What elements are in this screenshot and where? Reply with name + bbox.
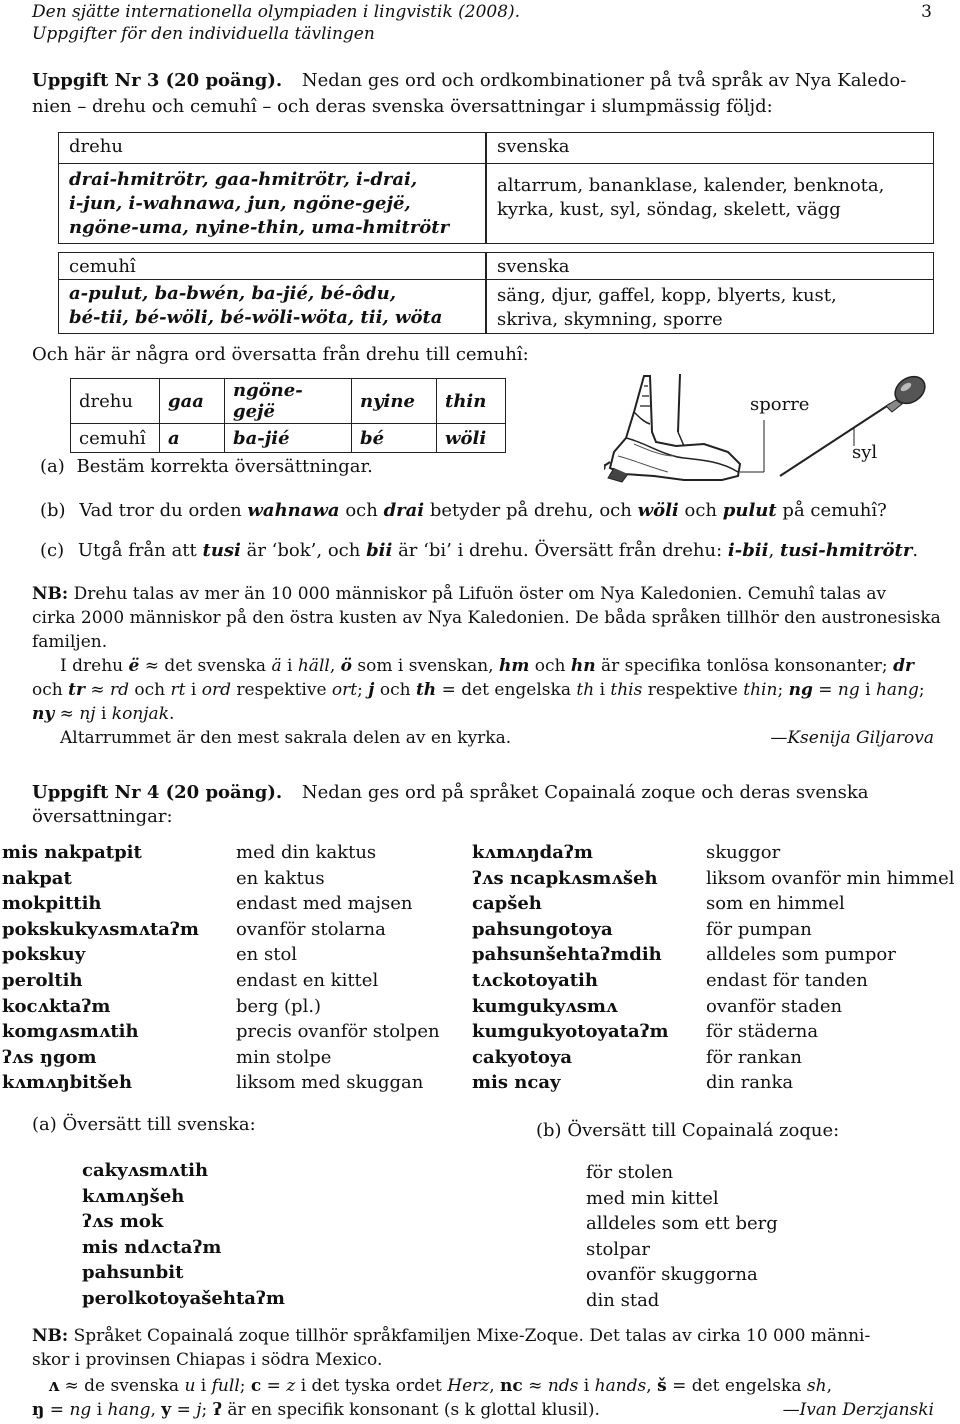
task4-right-words xyxy=(472,840,669,1096)
task3-intro-line-1: Uppgift Nr 3 (20 poäng). Nedan ges ord och ordkombinationer på två språk av Nya Kaledo- xyxy=(32,70,907,91)
svenska-box-line: altarrum, bananklase, kalender, benknota, xyxy=(497,175,885,196)
drehu-box-line: drai-hmitrötr, gaa-hmitrötr, i-drai, xyxy=(69,169,418,190)
task4-question-b: (b) Översätt till Copainalá zoque: xyxy=(536,1120,840,1141)
task4-left-translations xyxy=(236,840,440,1096)
label-syl: syl xyxy=(852,442,878,463)
swedish-translation: ovanför staden xyxy=(706,995,843,1017)
table-cell: gaa xyxy=(160,379,225,424)
swedish-translation: en stol xyxy=(236,944,298,966)
task4-author: —Ivan Derzjanski xyxy=(782,1400,934,1420)
swedish-translation: liksom ovanför min himmel xyxy=(706,867,955,889)
table-cell: thin xyxy=(437,379,506,424)
exercise-item: med min kittel xyxy=(586,1187,719,1209)
zoque-word: pahsunšehtaʔmdih xyxy=(472,944,662,966)
task4-intro-line-2: översattningar: xyxy=(32,806,173,827)
drehu-box-head: drehu xyxy=(69,136,123,157)
zoque-word: pokskukyʌsmʌtaʔm xyxy=(2,918,199,940)
cemuhi-box-line: bé-tii, bé-wöli, bé-wöli-wöta, tii, wöta xyxy=(69,307,443,328)
exercise-item: stolpar xyxy=(586,1238,650,1260)
translation-table xyxy=(70,378,506,453)
task3-phon-line-2: och tr ≈ rd och rt i ord respektive ort; j och th = det engelska th i this respektive thin; ng = ng i hang; xyxy=(32,680,925,700)
drehu-word-box xyxy=(58,132,486,244)
svenska-box-line: säng, djur, gaffel, kopp, blyerts, kust, xyxy=(497,285,837,306)
swedish-translation: skuggor xyxy=(706,842,781,863)
translated-intro: Och här är några ord översatta från drehu till cemuhî: xyxy=(32,344,529,365)
task4-nb-line-1: NB: Språket Copainalá zoque tillhör språkfamiljen Mixe-Zoque. Det talas av cirka 10 000 männi- xyxy=(32,1326,871,1346)
zoque-word: kʌmʌŋdaʔm xyxy=(472,842,593,863)
task3-final-note: Altarrummet är den mest sakrala delen av en kyrka. xyxy=(60,728,512,748)
svenska-box-head: svenska xyxy=(497,136,570,157)
task4-question-a: (a) Översätt till svenska: xyxy=(32,1114,256,1135)
table-row xyxy=(71,424,506,453)
drehu-box-line: ngöne-uma, nyine-thin, uma-hmitrötr xyxy=(69,217,450,238)
cemuhi-box-head: cemuhî xyxy=(69,256,136,277)
exercise-item: kʌmʌŋšeh xyxy=(82,1185,185,1207)
swedish-translation: ovanför stolarna xyxy=(236,918,386,940)
task4-title: Uppgift Nr 4 (20 poäng). xyxy=(32,782,283,803)
task3-nb-line-2: cirka 2000 människor på den östra kusten av Nya Kaledonien. De båda språken tillhör den austronesiska xyxy=(32,608,941,628)
task3-question-b: (b) Vad tror du orden wahnawa och drai betyder på drehu, och wöli och pulut på cemuhî? xyxy=(40,500,887,521)
task3-phon-line-1: I drehu ë ≈ det svenska ä i häll, ö som i svenskan, hm och hn är specifika tonlösa konsonanter; dr xyxy=(60,656,914,676)
svenska-box-line: skriva, skymning, sporre xyxy=(497,309,723,330)
swedish-translation: endast en kittel xyxy=(236,969,379,991)
table-cell: cemuhî xyxy=(71,424,160,453)
zoque-word: mis nakpatpit xyxy=(2,842,142,863)
task4-nb-line-2: skor i provinsen Chiapas i södra Mexico. xyxy=(32,1350,383,1370)
zoque-word: ʔʌs ncapkʌsmʌšeh xyxy=(472,867,658,889)
task3-question-a: (a) Bestäm korrekta översättningar. xyxy=(40,456,373,477)
task4-question-b-items xyxy=(586,1160,778,1314)
task4-phon-line-2: ŋ = ng i hang, y = j; ʔ är en specifik konsonant (s k glottal klusil). xyxy=(32,1400,600,1420)
swedish-translation: din ranka xyxy=(706,1072,794,1094)
cemuhi-word-box xyxy=(58,252,486,334)
page-number: 3 xyxy=(921,2,932,22)
zoque-word: ʔʌs ŋgom xyxy=(2,1046,97,1068)
label-sporre: sporre xyxy=(750,394,810,415)
table-cell: nyine xyxy=(352,379,437,424)
svenska-box-line: kyrka, kust, syl, söndag, skelett, vägg xyxy=(497,199,841,220)
task3-intro-line-2: nien – drehu och cemuhî – och deras svenska översattningar i slumpmässig följd: xyxy=(32,96,773,117)
zoque-word: tʌckotoyatih xyxy=(472,969,598,991)
table-cell: wöli xyxy=(437,424,506,453)
task3-phon-line-3: ny ≈ nj i konjak. xyxy=(32,704,175,724)
zoque-word: kumgukyʌsmʌ xyxy=(472,995,618,1017)
task3-nb-line-3: familjen. xyxy=(32,632,108,652)
zoque-word: komgʌsmʌtih xyxy=(2,1021,139,1043)
swedish-translation: med din kaktus xyxy=(236,842,377,863)
table-cell: a xyxy=(160,424,225,453)
swedish-translation: precis ovanför stolpen xyxy=(236,1021,440,1043)
zoque-word: mokpittih xyxy=(2,893,102,915)
zoque-word: peroltih xyxy=(2,969,83,991)
task4-phon-line-1: ʌ ≈ de svenska u i full; c = z i det tyska ordet Herz, nc ≈ nds i hands, š = det engelska sh, xyxy=(48,1376,832,1396)
swedish-translation: alldeles som pumpor xyxy=(706,944,896,966)
svenska-box-1 xyxy=(486,132,934,244)
boot-spur-awl-illustration xyxy=(604,372,944,502)
swedish-translation: för pumpan xyxy=(706,918,812,940)
task3-title: Uppgift Nr 3 (20 poäng). xyxy=(32,70,283,91)
exercise-item: pahsunbit xyxy=(82,1262,184,1284)
task4-right-translations xyxy=(706,840,954,1096)
svenska-box-2 xyxy=(486,252,934,334)
header-line-1: Den sjätte internationella olympiaden i lingvistik (2008). xyxy=(32,2,521,22)
swedish-translation: liksom med skuggan xyxy=(236,1072,424,1094)
table-cell: drehu xyxy=(71,379,160,424)
exercise-item: perolkotoyašehtaʔm xyxy=(82,1287,285,1309)
drehu-box-line: i-jun, i-wahnawa, jun, ngöne-gejë, xyxy=(69,193,411,214)
exercise-item: mis ndʌctaʔm xyxy=(82,1236,222,1258)
zoque-word: capšeh xyxy=(472,893,542,915)
zoque-word: kʌmʌŋbitšeh xyxy=(2,1072,133,1094)
swedish-translation: berg (pl.) xyxy=(236,995,322,1017)
exercise-item: ovanför skuggorna xyxy=(586,1264,758,1286)
task4-intro-line-1: Uppgift Nr 4 (20 poäng). Nedan ges ord på språket Copainalá zoque och deras svenska xyxy=(32,782,869,803)
task3-question-c: (c) Utgå från att tusi är ‘bok’, och bii är ‘bi’ i drehu. Översätt från drehu: i-bii, tusi-hmitrötr. xyxy=(40,540,919,561)
header-line-2: Uppgifter för den individuella tävlingen xyxy=(32,24,375,44)
table-cell: bé xyxy=(352,424,437,453)
swedish-translation: som en himmel xyxy=(706,893,845,915)
zoque-word: kumgukyotoyataʔm xyxy=(472,1021,669,1043)
swedish-translation: en kaktus xyxy=(236,867,325,889)
task3-author: —Ksenija Giljarova xyxy=(770,728,934,748)
zoque-word: kocʌktaʔm xyxy=(2,995,111,1017)
zoque-word: cakyotoya xyxy=(472,1046,573,1068)
svenska-box-head: svenska xyxy=(497,256,570,277)
swedish-translation: för städerna xyxy=(706,1021,819,1043)
task4-left-words xyxy=(2,840,199,1096)
swedish-translation: min stolpe xyxy=(236,1046,332,1068)
swedish-translation: för rankan xyxy=(706,1046,802,1068)
task4-question-a-items xyxy=(82,1158,285,1312)
table-cell: ba-jié xyxy=(225,424,352,453)
exercise-item: cakyʌsmʌtih xyxy=(82,1160,209,1181)
zoque-word: pahsungotoya xyxy=(472,918,613,940)
exercise-item: för stolen xyxy=(586,1162,674,1183)
exercise-item: din stad xyxy=(586,1289,660,1311)
zoque-word: nakpat xyxy=(2,867,72,889)
table-row xyxy=(71,379,506,424)
swedish-translation: endast med majsen xyxy=(236,893,413,915)
zoque-word: mis ncay xyxy=(472,1072,561,1094)
table-cell: ngöne-gejë xyxy=(225,379,352,424)
zoque-word: pokskuy xyxy=(2,944,86,966)
exercise-item: alldeles som ett berg xyxy=(586,1213,778,1235)
task3-nb-line-1: NB: Drehu talas av mer än 10 000 människor på Lifuön öster om Nya Kaledonien. Cemuhî talas av xyxy=(32,584,887,604)
cemuhi-box-line: a-pulut, ba-bwén, ba-jié, bé-ôdu, xyxy=(69,283,396,304)
swedish-translation: endast för tanden xyxy=(706,969,868,991)
exercise-item: ʔʌs mok xyxy=(82,1211,164,1233)
